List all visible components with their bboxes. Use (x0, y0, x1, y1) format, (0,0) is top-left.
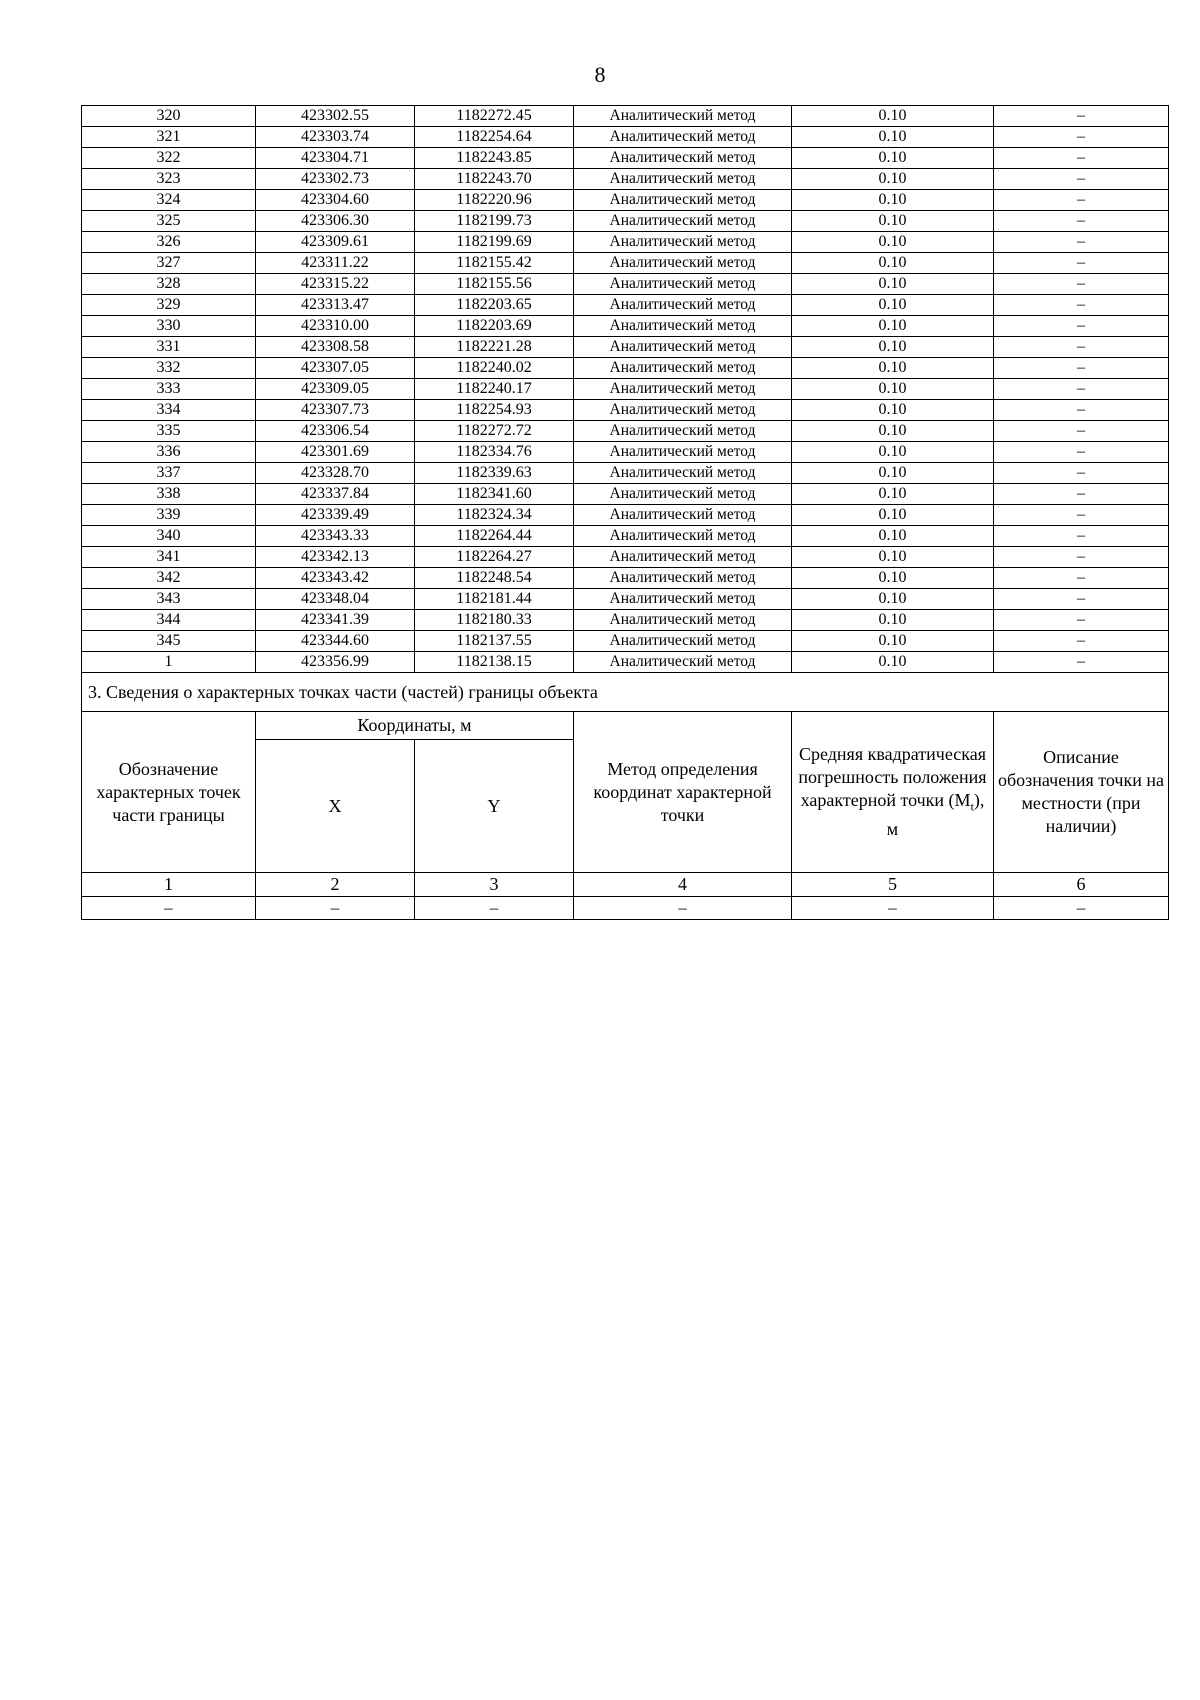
table-row (82, 505, 1169, 526)
method-cell: Аналитический метод (574, 106, 792, 127)
points-table-body (82, 106, 1169, 673)
table-row (82, 127, 1169, 148)
point-number-cell: 341 (82, 547, 256, 568)
coord-y-cell: 1182254.93 (415, 400, 574, 421)
error-cell: 0.10 (792, 169, 994, 190)
description-cell: – (994, 169, 1169, 190)
point-number-cell: 329 (82, 295, 256, 316)
description-cell: – (994, 463, 1169, 484)
method-cell: Аналитический метод (574, 190, 792, 211)
method-cell: Аналитический метод (574, 253, 792, 274)
method-cell: Аналитический метод (574, 400, 792, 421)
method-cell: Аналитический метод (574, 358, 792, 379)
error-cell: 0.10 (792, 211, 994, 232)
table-row (82, 169, 1169, 190)
table-row (82, 484, 1169, 505)
error-cell: 0.10 (792, 589, 994, 610)
description-cell: – (994, 379, 1169, 400)
table-row (82, 526, 1169, 547)
description-cell: – (994, 568, 1169, 589)
point-number-cell: 336 (82, 442, 256, 463)
point-number-cell: 321 (82, 127, 256, 148)
empty-cell: – (574, 897, 792, 920)
coord-x-cell: 423307.73 (256, 400, 415, 421)
description-cell: – (994, 505, 1169, 526)
coord-y-cell: 1182220.96 (415, 190, 574, 211)
point-number-cell: 343 (82, 589, 256, 610)
description-cell: – (994, 337, 1169, 358)
coord-x-cell: 423337.84 (256, 484, 415, 505)
error-cell: 0.10 (792, 295, 994, 316)
table-row (82, 631, 1169, 652)
point-number-cell: 320 (82, 106, 256, 127)
coord-y-cell: 1182137.55 (415, 631, 574, 652)
point-number-cell: 330 (82, 316, 256, 337)
description-cell: – (994, 442, 1169, 463)
coord-x-cell: 423310.00 (256, 316, 415, 337)
coord-y-cell: 1182199.73 (415, 211, 574, 232)
coord-y-cell: 1182264.27 (415, 547, 574, 568)
error-cell: 0.10 (792, 652, 994, 673)
coord-y-cell: 1182155.42 (415, 253, 574, 274)
point-number-cell: 340 (82, 526, 256, 547)
header-y: Y (415, 740, 574, 873)
error-cell: 0.10 (792, 379, 994, 400)
description-cell: – (994, 211, 1169, 232)
coord-y-cell: 1182138.15 (415, 652, 574, 673)
table-row (82, 568, 1169, 589)
error-cell: 0.10 (792, 358, 994, 379)
table-row (82, 337, 1169, 358)
method-cell: Аналитический метод (574, 568, 792, 589)
coord-y-cell: 1182272.72 (415, 421, 574, 442)
error-cell: 0.10 (792, 442, 994, 463)
error-cell: 0.10 (792, 484, 994, 505)
point-number-cell: 325 (82, 211, 256, 232)
method-cell: Аналитический метод (574, 526, 792, 547)
method-cell: Аналитический метод (574, 274, 792, 295)
description-cell: – (994, 484, 1169, 505)
column-number: 3 (415, 873, 574, 897)
coord-y-cell: 1182221.28 (415, 337, 574, 358)
coord-x-cell: 423344.60 (256, 631, 415, 652)
header-coordinates: Координаты, м (256, 712, 574, 740)
empty-cell: – (256, 897, 415, 920)
column-numbers-row (82, 873, 1169, 897)
coord-y-cell: 1182240.17 (415, 379, 574, 400)
table-row (82, 358, 1169, 379)
error-cell: 0.10 (792, 547, 994, 568)
point-number-cell: 338 (82, 484, 256, 505)
error-cell: 0.10 (792, 610, 994, 631)
table-row (82, 316, 1169, 337)
description-cell: – (994, 127, 1169, 148)
description-cell: – (994, 610, 1169, 631)
coord-y-cell: 1182243.70 (415, 169, 574, 190)
error-cell: 0.10 (792, 127, 994, 148)
coord-x-cell: 423348.04 (256, 589, 415, 610)
table-row (82, 610, 1169, 631)
coord-x-cell: 423304.60 (256, 190, 415, 211)
description-cell: – (994, 526, 1169, 547)
empty-cell: – (792, 897, 994, 920)
method-cell: Аналитический метод (574, 211, 792, 232)
header-error: Средняя квадратическая погрешность положения характерной точки $(M_t)$, м (792, 712, 994, 873)
description-cell: – (994, 274, 1169, 295)
table-row (82, 253, 1169, 274)
point-number-cell: 345 (82, 631, 256, 652)
point-number-cell: 328 (82, 274, 256, 295)
table-row (82, 274, 1169, 295)
point-number-cell: 326 (82, 232, 256, 253)
error-cell: 0.10 (792, 526, 994, 547)
table-row (82, 652, 1169, 673)
method-cell: Аналитический метод (574, 421, 792, 442)
coord-x-cell: 423356.99 (256, 652, 415, 673)
error-cell: 0.10 (792, 463, 994, 484)
coord-x-cell: 423343.42 (256, 568, 415, 589)
method-cell: Аналитический метод (574, 652, 792, 673)
empty-cell: – (82, 897, 256, 920)
coord-y-cell: 1182243.85 (415, 148, 574, 169)
table-row (82, 589, 1169, 610)
point-number-cell: 339 (82, 505, 256, 526)
coord-x-cell: 423306.30 (256, 211, 415, 232)
coord-y-cell: 1182272.45 (415, 106, 574, 127)
table-row (82, 400, 1169, 421)
coord-y-cell: 1182181.44 (415, 589, 574, 610)
description-cell: – (994, 547, 1169, 568)
coord-x-cell: 423315.22 (256, 274, 415, 295)
point-number-cell: 323 (82, 169, 256, 190)
description-cell: – (994, 106, 1169, 127)
error-cell: 0.10 (792, 337, 994, 358)
description-cell: – (994, 589, 1169, 610)
point-number-cell: 324 (82, 190, 256, 211)
empty-cell: – (994, 897, 1169, 920)
table-row (82, 148, 1169, 169)
coord-y-cell: 1182248.54 (415, 568, 574, 589)
section3-title-row (82, 673, 1169, 712)
coord-x-cell: 423343.33 (256, 526, 415, 547)
coord-y-cell: 1182203.65 (415, 295, 574, 316)
description-cell: – (994, 253, 1169, 274)
method-cell: Аналитический метод (574, 337, 792, 358)
error-cell: 0.10 (792, 253, 994, 274)
description-cell: – (994, 295, 1169, 316)
header-method: Метод определения координат характерной точки (574, 712, 792, 873)
error-cell: 0.10 (792, 274, 994, 295)
point-number-cell: 331 (82, 337, 256, 358)
column-number: 5 (792, 873, 994, 897)
method-cell: Аналитический метод (574, 127, 792, 148)
coord-x-cell: 423342.13 (256, 547, 415, 568)
point-number-cell: 342 (82, 568, 256, 589)
point-number-cell: 1 (82, 652, 256, 673)
method-cell: Аналитический метод (574, 589, 792, 610)
error-cell: 0.10 (792, 568, 994, 589)
point-number-cell: 337 (82, 463, 256, 484)
description-cell: – (994, 190, 1169, 211)
coord-y-cell: 1182199.69 (415, 232, 574, 253)
coord-x-cell: 423311.22 (256, 253, 415, 274)
header-designation: Обозначение характерных точек части границы (82, 712, 256, 873)
method-cell: Аналитический метод (574, 631, 792, 652)
table-row (82, 211, 1169, 232)
description-cell: – (994, 652, 1169, 673)
coord-y-cell: 1182264.44 (415, 526, 574, 547)
point-number-cell: 334 (82, 400, 256, 421)
coord-x-cell: 423309.61 (256, 232, 415, 253)
description-cell: – (994, 400, 1169, 421)
section3-table-body (82, 673, 1169, 920)
method-cell: Аналитический метод (574, 484, 792, 505)
coord-x-cell: 423339.49 (256, 505, 415, 526)
method-cell: Аналитический метод (574, 232, 792, 253)
method-cell: Аналитический метод (574, 169, 792, 190)
error-cell: 0.10 (792, 400, 994, 421)
coord-x-cell: 423341.39 (256, 610, 415, 631)
column-number: 2 (256, 873, 415, 897)
empty-data-row (82, 897, 1169, 920)
error-cell: 0.10 (792, 232, 994, 253)
coord-x-cell: 423304.71 (256, 148, 415, 169)
error-cell: 0.10 (792, 148, 994, 169)
coord-y-cell: 1182180.33 (415, 610, 574, 631)
header-description: Описание обозначения точки на местности (при наличии) (994, 712, 1169, 873)
coord-x-cell: 423306.54 (256, 421, 415, 442)
point-number-cell: 327 (82, 253, 256, 274)
coord-x-cell: 423301.69 (256, 442, 415, 463)
table-row (82, 232, 1169, 253)
table-row (82, 106, 1169, 127)
method-cell: Аналитический метод (574, 379, 792, 400)
point-number-cell: 333 (82, 379, 256, 400)
coord-y-cell: 1182203.69 (415, 316, 574, 337)
table-row (82, 190, 1169, 211)
coord-x-cell: 423303.74 (256, 127, 415, 148)
coord-y-cell: 1182324.34 (415, 505, 574, 526)
table-row (82, 379, 1169, 400)
point-number-cell: 344 (82, 610, 256, 631)
coord-x-cell: 423302.73 (256, 169, 415, 190)
section3-title: 3. Сведения о характерных точках части (частей) границы объекта (82, 673, 1169, 712)
coord-y-cell: 1182240.02 (415, 358, 574, 379)
header-x: X (256, 740, 415, 873)
coord-x-cell: 423307.05 (256, 358, 415, 379)
coord-x-cell: 423313.47 (256, 295, 415, 316)
description-cell: – (994, 232, 1169, 253)
method-cell: Аналитический метод (574, 463, 792, 484)
method-cell: Аналитический метод (574, 547, 792, 568)
coord-x-cell: 423308.58 (256, 337, 415, 358)
table-row (82, 547, 1169, 568)
coord-y-cell: 1182339.63 (415, 463, 574, 484)
error-cell: 0.10 (792, 421, 994, 442)
description-cell: – (994, 421, 1169, 442)
method-cell: Аналитический метод (574, 610, 792, 631)
column-number: 6 (994, 873, 1169, 897)
section3-header-row (82, 712, 1169, 740)
table-row (82, 421, 1169, 442)
point-number-cell: 335 (82, 421, 256, 442)
table-row (82, 442, 1169, 463)
coord-x-cell: 423309.05 (256, 379, 415, 400)
coord-y-cell: 1182254.64 (415, 127, 574, 148)
method-cell: Аналитический метод (574, 316, 792, 337)
method-cell: Аналитический метод (574, 442, 792, 463)
description-cell: – (994, 316, 1169, 337)
page-number: 8 (594, 62, 606, 87)
method-cell: Аналитический метод (574, 505, 792, 526)
point-number-cell: 322 (82, 148, 256, 169)
error-cell: 0.10 (792, 190, 994, 211)
coord-x-cell: 423302.55 (256, 106, 415, 127)
coord-y-cell: 1182155.56 (415, 274, 574, 295)
coord-y-cell: 1182341.60 (415, 484, 574, 505)
table-row (82, 463, 1169, 484)
coord-x-cell: 423328.70 (256, 463, 415, 484)
description-cell: – (994, 358, 1169, 379)
method-cell: Аналитический метод (574, 148, 792, 169)
point-number-cell: 332 (82, 358, 256, 379)
coord-y-cell: 1182334.76 (415, 442, 574, 463)
table-row (82, 295, 1169, 316)
boundary-points-table (81, 105, 1169, 920)
empty-cell: – (415, 897, 574, 920)
error-cell: 0.10 (792, 505, 994, 526)
error-cell: 0.10 (792, 316, 994, 337)
method-cell: Аналитический метод (574, 295, 792, 316)
column-number: 4 (574, 873, 792, 897)
description-cell: – (994, 148, 1169, 169)
description-cell: – (994, 631, 1169, 652)
column-number: 1 (82, 873, 256, 897)
error-cell: 0.10 (792, 631, 994, 652)
error-cell: 0.10 (792, 106, 994, 127)
